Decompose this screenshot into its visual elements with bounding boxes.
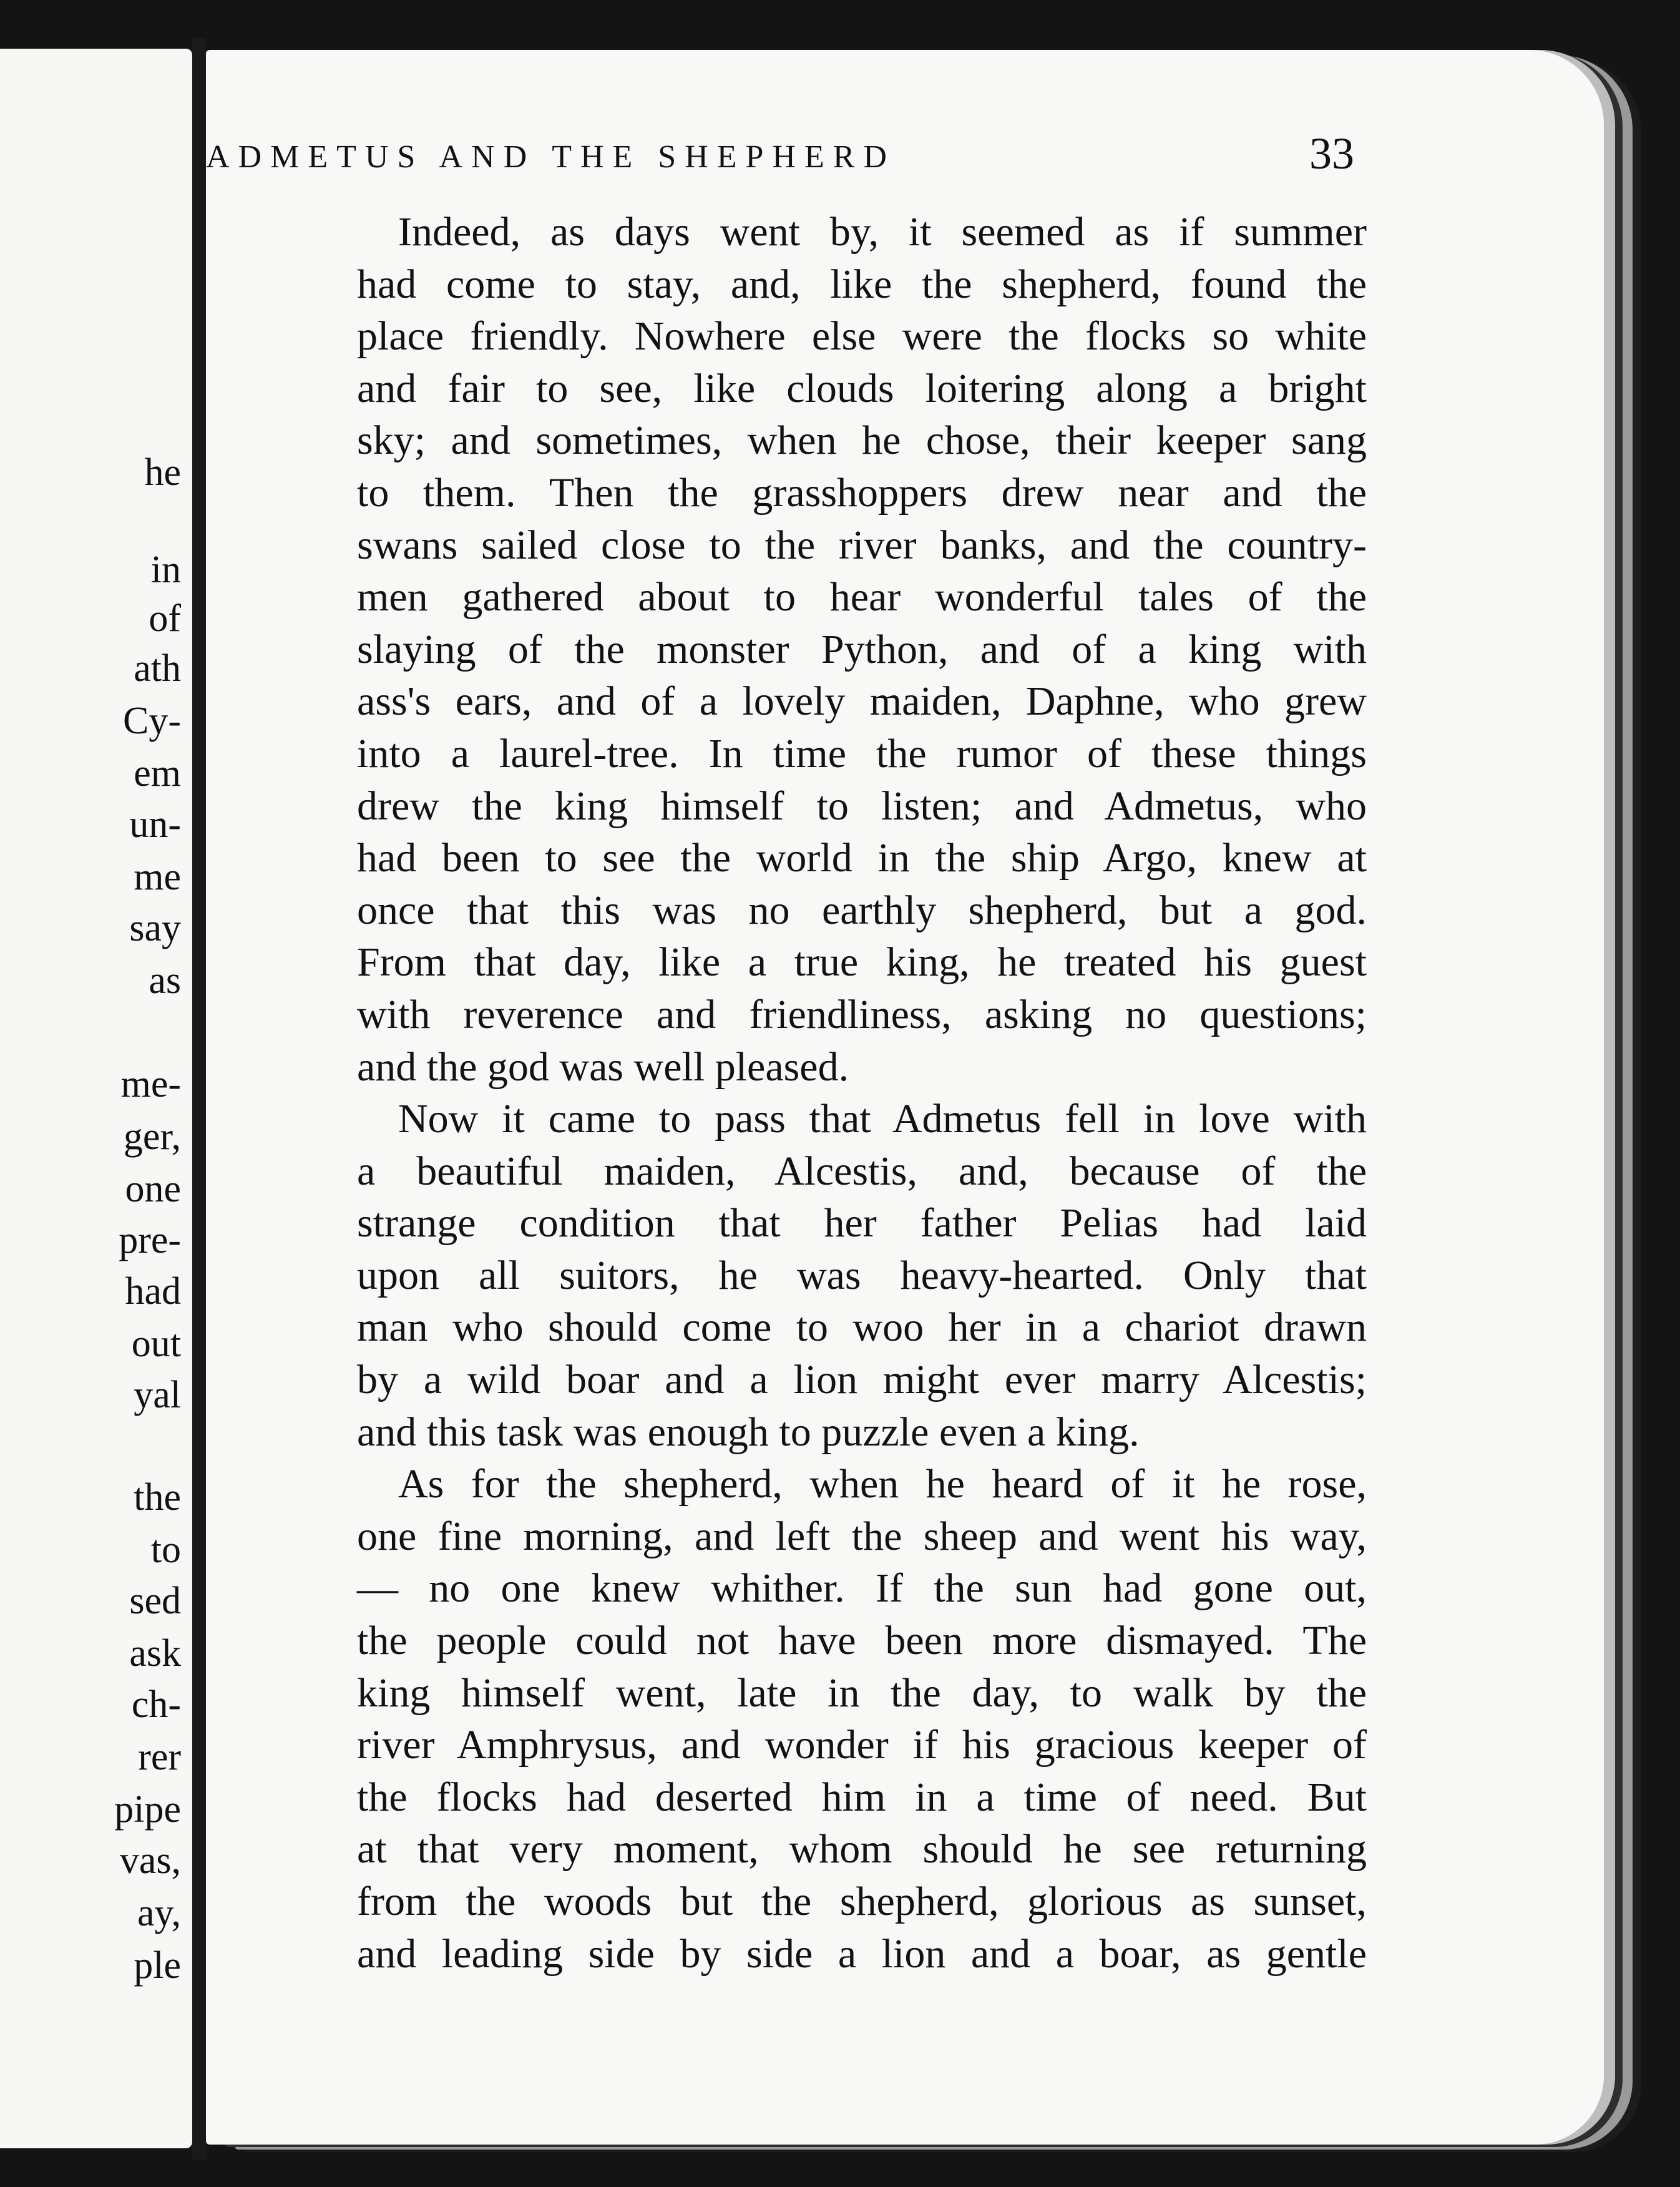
text-line: Indeed, as days went by, it seemed as if summer [398, 209, 1367, 255]
text-line: to them. Then the grasshoppers drew near and the [357, 469, 1367, 516]
left-page-fragment: had [125, 1270, 181, 1313]
left-page-fragment: me [134, 856, 181, 898]
text-line: Now it came to pass that Admetus fell in love with [398, 1096, 1367, 1142]
text-line: once that this was no earthly shepherd, but a god. [357, 887, 1367, 933]
text-line: and leading side by side a lion and a boar, as gentle [357, 1930, 1367, 1977]
left-page-fragment: un- [129, 803, 181, 846]
text-line: — no one knew whither. If the sun had gone out, [357, 1565, 1367, 1612]
text-line: man who should come to woo her in a chariot drawn [357, 1304, 1367, 1351]
text-line: and the god was well pleased. [357, 1044, 849, 1090]
left-page-fragment: vas, [119, 1839, 181, 1882]
page-number: 33 [1309, 129, 1354, 179]
text-line: strange condition that her father Pelias had laid [357, 1200, 1367, 1246]
text-line: had come to stay, and, like the shepherd, found the [357, 261, 1367, 307]
left-page-fragment: sed [129, 1580, 181, 1622]
left-page-fragment: ger, [123, 1115, 181, 1158]
left-page-fragment: yal [134, 1374, 181, 1416]
left-page-fragment: pipe [114, 1788, 181, 1831]
left-page-fragment: to [150, 1529, 181, 1571]
text-line: drew the king himself to listen; and Admetus, who [357, 783, 1367, 829]
text-line: sky; and sometimes, when he chose, their keeper sang [357, 418, 1367, 464]
text-line: with reverence and friendliness, asking no questions; [357, 991, 1367, 1037]
text-line: the people could not have been more dismayed. The [357, 1618, 1367, 1664]
text-line: the flocks had deserted him in a time of need. But [357, 1774, 1367, 1820]
text-line: into a laurel-tree. In time the rumor of these things [357, 730, 1367, 776]
left-page-fragment: rer [138, 1736, 181, 1778]
left-page-fragment: say [129, 907, 181, 949]
left-page-fragment: ay, [137, 1892, 181, 1934]
text-line: by a wild boar and a lion might ever marry Alcestis; [357, 1357, 1367, 1403]
left-page-fragment: ch- [131, 1683, 181, 1726]
text-line: from the woods but the shepherd, glorious as sunset, [357, 1879, 1367, 1924]
left-page-fragment: out [131, 1323, 181, 1365]
left-page-fragment: ask [129, 1632, 181, 1675]
text-line: river Amphrysus, and wonder if his gracious keeper of [357, 1722, 1367, 1768]
text-line: one fine morning, and left the sheep and went his way, [357, 1513, 1367, 1559]
text-line: and this task was enough to puzzle even a king. [357, 1409, 1140, 1455]
left-page-fragment: as [149, 959, 181, 1002]
body-text [357, 206, 1367, 1980]
left-page [0, 49, 192, 2148]
left-page-fragment: ath [134, 647, 181, 690]
left-page-fragment: the [134, 1476, 181, 1519]
left-page-fragment: me- [120, 1063, 181, 1105]
text-line: slaying of the monster Python, and of a king with [357, 626, 1367, 672]
text-line: men gathered about to hear wonderful tales of the [357, 574, 1367, 620]
text-line: As for the shepherd, when he heard of it he rose, [398, 1461, 1367, 1507]
left-page-fragment: em [134, 752, 181, 795]
text-line: ass's ears, and of a lovely maiden, Daphne, who grew [357, 678, 1367, 725]
text-line: king himself went, late in the day, to walk by the [357, 1670, 1367, 1716]
text-line: a beautiful maiden, Alcestis, and, because of the [357, 1148, 1367, 1194]
left-page-fragment: ple [134, 1944, 181, 1987]
left-page-fragment: pre- [119, 1219, 181, 1261]
left-page-fragment: Cy- [123, 700, 181, 742]
book-gutter [192, 37, 206, 2160]
text-line: and fair to see, like clouds loitering along a bright [357, 365, 1367, 411]
running-title: ADMETUS AND THE SHEPHERD [206, 139, 896, 175]
text-line: place friendly. Nowhere else were the flocks so white [357, 313, 1367, 360]
text-line: From that day, like a true king, he treated his guest [357, 939, 1367, 986]
left-page-fragment: of [149, 597, 181, 640]
left-page-fragment: he [144, 451, 181, 494]
text-line: at that very moment, whom should he see returning [357, 1826, 1367, 1872]
text-line: upon all suitors, he was heavy-hearted. Only that [357, 1252, 1367, 1298]
left-page-fragment: one [125, 1168, 181, 1210]
left-page-fragment: in [150, 549, 181, 591]
text-line: swans sailed close to the river banks, and the country- [357, 522, 1367, 568]
text-line: had been to see the world in the ship Argo, knew at [357, 835, 1367, 881]
